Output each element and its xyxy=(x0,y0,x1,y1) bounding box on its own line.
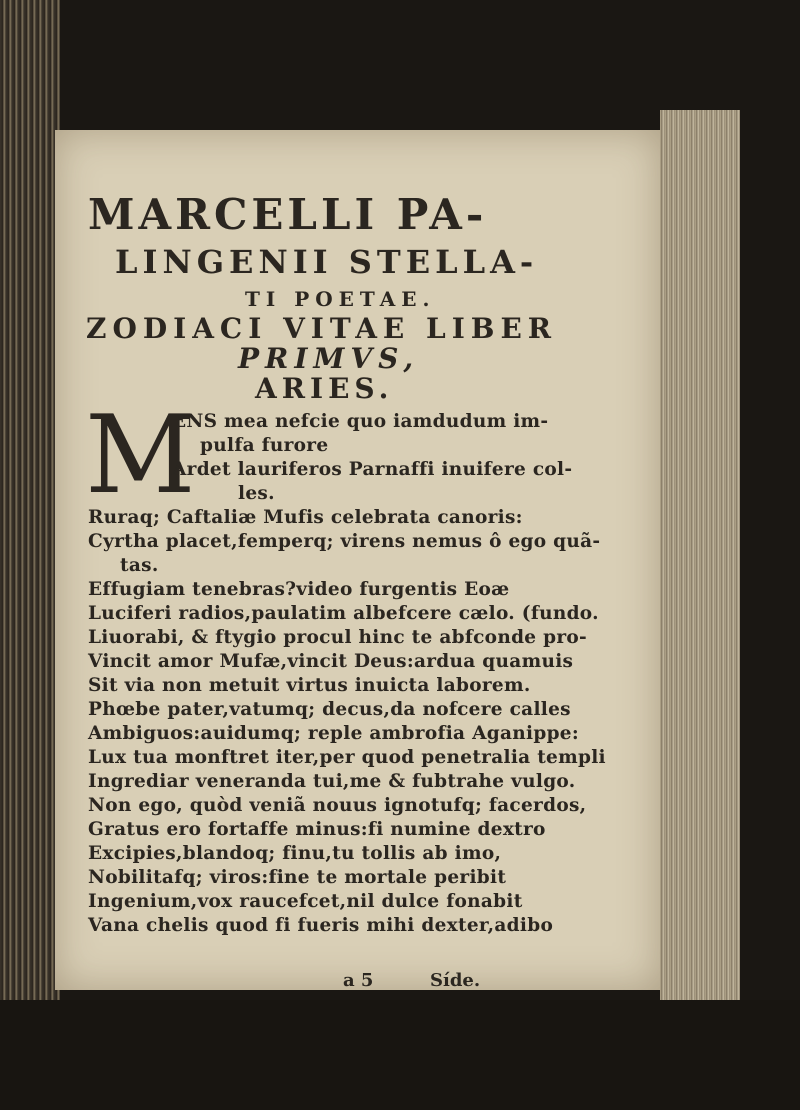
verse-line: Nobilitafq; viros:fine te mortale peribit xyxy=(88,867,507,888)
verse-line: Non ego, quòd veniã nouus ignotufq; facerdos, xyxy=(88,795,587,816)
verse-line: Ingenium,vox raucefcet,nil dulce fonabit xyxy=(88,891,523,912)
verse-line: Liuorabi, & ftygio procul hinc te abfconde pro- xyxy=(88,627,588,648)
title-line-2: LINGENII STELLA- xyxy=(115,243,539,281)
signature-mark: a 5 xyxy=(343,970,374,991)
drop-cap: M xyxy=(85,393,196,518)
verse-line: Vana chelis quod fi fueris mihi dexter,adibo xyxy=(88,915,554,936)
section-title: ARIES. xyxy=(255,372,394,405)
verse-line: les. xyxy=(238,483,275,504)
verse-line: Luciferi radios,paulatim albefcere cælo. (fundo. xyxy=(88,603,599,624)
verse-line: Ingrediar veneranda tui,me & fubtrahe vulgo. xyxy=(88,771,576,792)
verse-line: Phœbe pater,vatumq; decus,da nofcere calles xyxy=(88,699,571,720)
verse-line: Ruraq; Caftaliæ Mufis celebrata canoris: xyxy=(88,507,523,528)
title-line-3: TI POETAE. xyxy=(245,287,436,311)
verse-line: tas. xyxy=(120,555,159,576)
title-line-1: MARCELLI PA- xyxy=(88,190,488,239)
verse-line: Cyrtha placet,femperq; virens nemus ô ego quã- xyxy=(88,531,601,552)
verse-line: Excipies,blandoq; finu,tu tollis ab imo, xyxy=(88,843,502,864)
catchword: Síde. xyxy=(430,970,481,991)
verse-line: Effugiam tenebras?video furgentis Eoæ xyxy=(88,579,510,600)
verse-line: Vincit amor Mufæ,vincit Deus:ardua quamuis xyxy=(88,651,574,672)
book-title: ZODIACI VITAE LIBER xyxy=(86,312,558,345)
verse-line: Ambiguos:auidumq; reple ambrofia Aganippe: xyxy=(88,723,580,744)
book-right-page-edges xyxy=(660,110,740,1010)
verse-line: Gratus ero fortaffe minus:fi numine dextro xyxy=(88,819,546,840)
verse-line: pulfa furore xyxy=(200,435,329,456)
verse-line: Ardet lauriferos Parnaffi inuifere col- xyxy=(172,459,573,480)
verse-line: ENS mea nefcie quo iamdudum im- xyxy=(172,411,549,432)
book-left-page-edges xyxy=(0,0,60,1110)
verse-line: Lux tua monftret iter,per quod penetralia templi xyxy=(88,747,606,768)
verse-line: Sit via non metuit virtus inuicta laborem. xyxy=(88,675,531,696)
background-bottom xyxy=(0,1000,800,1110)
book-number: PRIMVS, xyxy=(238,342,420,375)
